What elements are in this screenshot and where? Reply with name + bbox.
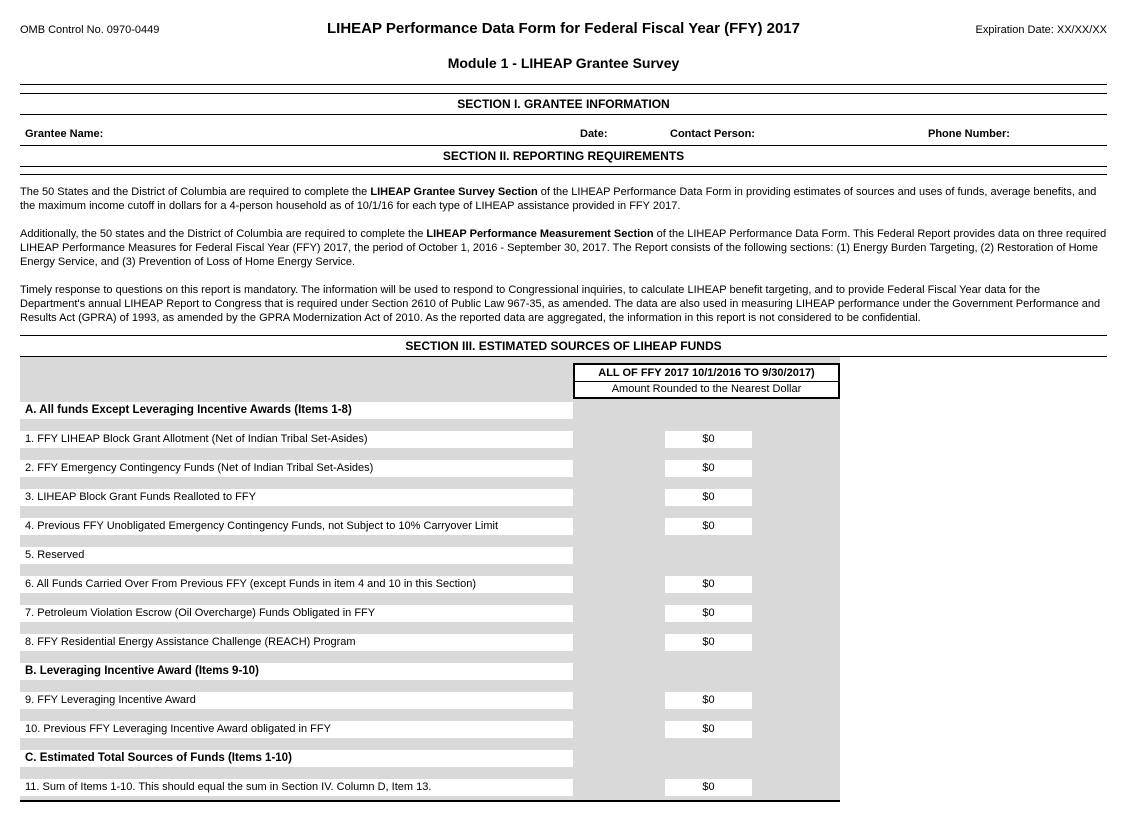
amount-input-item-1[interactable]: $0 — [665, 431, 752, 448]
date-input[interactable] — [611, 128, 671, 140]
amount-input-item-3[interactable]: $0 — [665, 489, 752, 506]
table-row — [20, 547, 840, 564]
table-row — [20, 605, 840, 622]
column-header-note: Amount Rounded to the Nearest Dollar — [611, 383, 802, 395]
contact-person-label: Contact Person: — [670, 128, 755, 140]
table-row — [20, 431, 840, 448]
table-row — [20, 402, 840, 419]
omb-control-number: OMB Control No. 0970-0449 — [20, 24, 160, 36]
phone-number-field — [928, 128, 1073, 140]
table-row — [20, 489, 840, 506]
amount-input-item-7[interactable]: $0 — [665, 605, 752, 622]
column-header-period: ALL OF FFY 2017 10/1/2016 TO 9/30/2017) — [575, 365, 838, 382]
amount-input-item-11[interactable]: $0 — [665, 779, 752, 796]
group-header-c: C. Estimated Total Sources of Funds (Items 1-10) — [20, 750, 573, 767]
row-label-item-11: 11. Sum of Items 1-10. This should equal the sum in Section IV. Column D, Item 13. — [20, 779, 573, 796]
table-row — [20, 692, 840, 709]
paragraph-1-pre: The 50 States and the District of Columbia are required to complete the — [20, 186, 371, 198]
amount-column-header — [573, 363, 840, 399]
table-row — [20, 518, 840, 535]
divider — [20, 174, 1107, 175]
table-row — [20, 634, 840, 651]
divider — [20, 84, 1107, 85]
date-label: Date: — [580, 128, 608, 140]
paragraph-1-bold: LIHEAP Grantee Survey Section — [370, 186, 538, 198]
row-label-item-1: 1. FFY LIHEAP Block Grant Allotment (Net of Indian Tribal Set-Asides) — [20, 431, 573, 448]
amount-input-item-2[interactable]: $0 — [665, 460, 752, 477]
amount-input-item-10[interactable]: $0 — [665, 721, 752, 738]
table-row — [20, 750, 840, 767]
contact-person-field — [670, 128, 818, 140]
group-header-a: A. All funds Except Leveraging Incentive Awards (Items 1-8) — [20, 402, 573, 419]
date-field — [580, 128, 671, 140]
row-label-item-3: 3. LIHEAP Block Grant Funds Realloted to FFY — [20, 489, 573, 506]
section3-header: SECTION III. ESTIMATED SOURCES OF LIHEAP FUNDS — [20, 335, 1107, 357]
section2-header: SECTION II. REPORTING REQUIREMENTS — [20, 145, 1107, 167]
contact-person-input[interactable] — [758, 128, 818, 140]
row-label-item-10: 10. Previous FFY Leveraging Incentive Award obligated in FFY — [20, 721, 573, 738]
row-label-item-2: 2. FFY Emergency Contingency Funds (Net of Indian Tribal Set-Asides) — [20, 460, 573, 477]
amount-input-item-6[interactable]: $0 — [665, 576, 752, 593]
paragraph-2-pre: Additionally, the 50 states and the District of Columbia are required to complete the — [20, 228, 427, 240]
grantee-name-input[interactable] — [106, 128, 166, 140]
table-row — [20, 576, 840, 593]
amount-input-item-9[interactable]: $0 — [665, 692, 752, 709]
phone-number-label: Phone Number: — [928, 128, 1010, 140]
paragraph-2-bold: LIHEAP Performance Measurement Section — [426, 228, 654, 240]
grantee-name-field — [25, 128, 166, 140]
row-label-item-7: 7. Petroleum Violation Escrow (Oil Overcharge) Funds Obligated in FFY — [20, 605, 573, 622]
form-header — [0, 0, 1127, 37]
table-row — [20, 460, 840, 477]
group-header-b: B. Leveraging Incentive Award (Items 9-10) — [20, 663, 573, 680]
estimated-sources-table — [20, 357, 840, 802]
form-title: LIHEAP Performance Data Form for Federal Fiscal Year (FFY) 2017 — [327, 20, 800, 37]
row-label-item-8: 8. FFY Residential Energy Assistance Challenge (REACH) Program — [20, 634, 573, 651]
reporting-paragraph-1 — [20, 185, 1107, 213]
section1-header: SECTION I. GRANTEE INFORMATION — [20, 93, 1107, 115]
phone-number-input[interactable] — [1013, 128, 1073, 140]
row-label-item-4: 4. Previous FFY Unobligated Emergency Contingency Funds, not Subject to 10% Carryover Limit — [20, 518, 573, 535]
amount-input-item-4[interactable]: $0 — [665, 518, 752, 535]
grantee-name-label: Grantee Name: — [25, 128, 104, 140]
amount-input-item-8[interactable]: $0 — [665, 634, 752, 651]
table-row — [20, 779, 840, 796]
row-label-item-9: 9. FFY Leveraging Incentive Award — [20, 692, 573, 709]
paragraph-1-post: of the LIHEAP Performance Data Form in providing estimates of sources and uses of funds, average benefits, and the maximum income cutoff in dollars for a 4-person household as of 10/1/16 for each type of LIHEAP assistance provided in FFY 2017. — [20, 186, 1097, 212]
reporting-paragraph-2 — [20, 227, 1107, 269]
paragraph-2-post: of the LIHEAP Performance Data Form. This Federal Report provides data on three required LIHEAP Performance Measures for Federal Fiscal Year (FFY) 2017, the period of October 1, 2016 - September 30, 2017. The Report consists of the following sections: (1) Energy Burden Targeting, (2) Restoration of Home Energy Service, and (3) Prevention of Loss of Home Energy Service. — [20, 228, 1107, 268]
table-row — [20, 663, 840, 680]
table-row — [20, 721, 840, 738]
reporting-paragraph-3: Timely response to questions on this report is mandatory. The information will be used to respond to Congressional inquiries, to calculate LIHEAP benefit targeting, and to provide Federal Fiscal Year data for the Department's annual LIHEAP Report to Congress that is required under Section 2610 of Public Law 967-35, as amended. The data are also used in measuring LIHEAP performance under the Government Performance and Results Act (GPRA) of 1993, as amended by the GPRA Modernization Act of 2010. As the reported data are aggregated, the information in this report is not considered to be confidential. — [20, 284, 1101, 324]
module-title: Module 1 - LIHEAP Grantee Survey — [447, 55, 680, 71]
row-label-item-5: 5. Reserved — [20, 547, 573, 564]
grantee-info-row — [20, 115, 1107, 145]
row-label-item-6: 6. All Funds Carried Over From Previous FFY (except Funds in item 4 and 10 in this Section) — [20, 576, 573, 593]
expiration-date: Expiration Date: XX/XX/XX — [975, 24, 1107, 36]
